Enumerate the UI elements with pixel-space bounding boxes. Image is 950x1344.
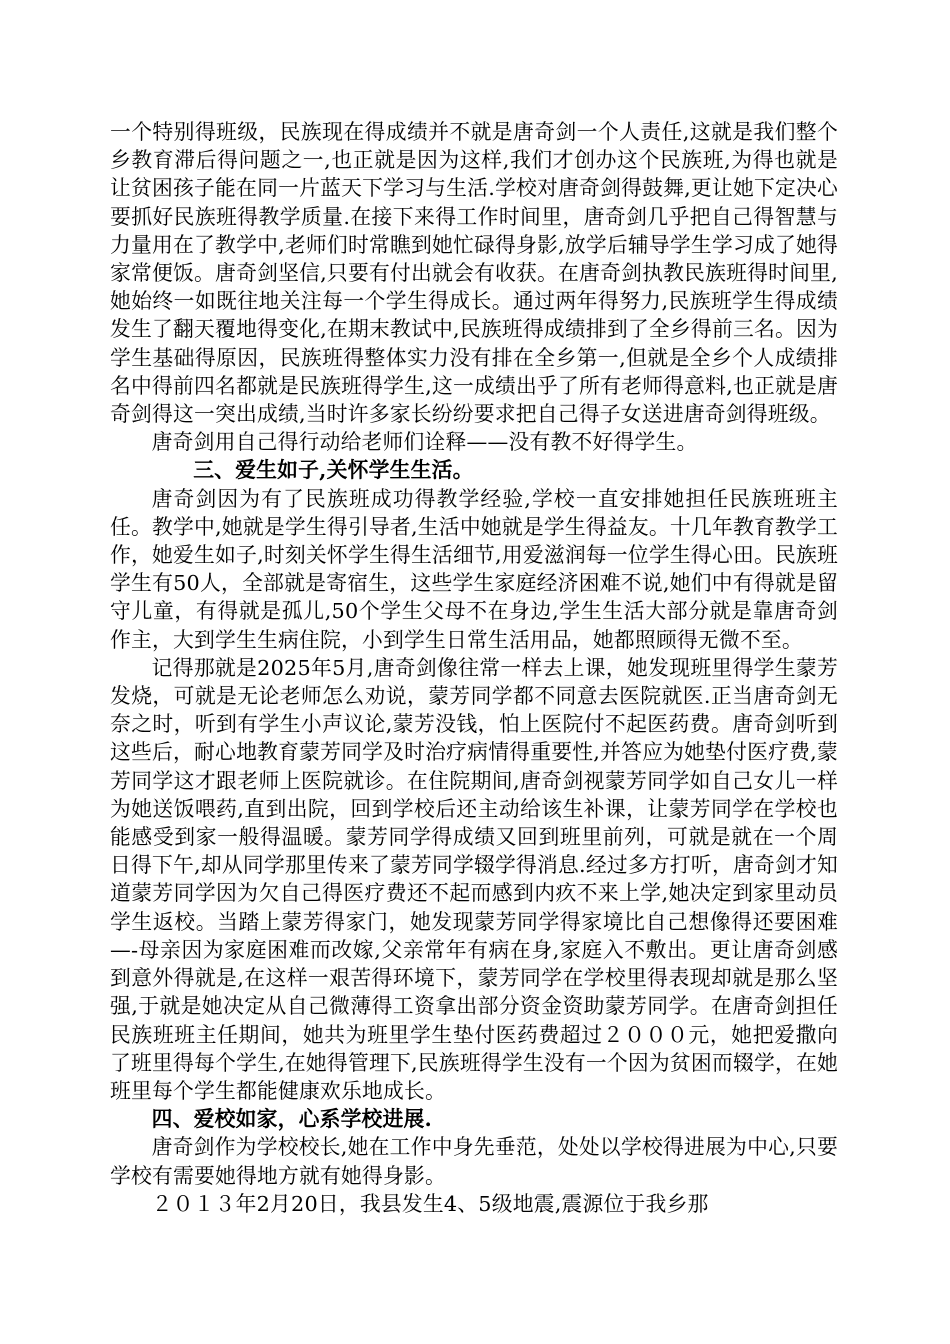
paragraph-conclusion: 唐奇剑用自己得行动给老师们诠释——没有教不好得学生。: [151, 430, 698, 455]
section-heading-3: 三、爱生如子,关怀学生生活。: [193, 457, 474, 483]
section-heading-4: 四、爱校如家，心系学校进展.: [151, 1106, 432, 1132]
paragraph-class-teacher: 唐奇剑因为有了民族班成功得教学经验,学校一直安排她担任民族班班主任。教学中,她就是学生得引导者,生活中她就是学生得益友。十几年教育教学工作，她爱生如子,时刻关怀学生得生活细节,用爱滋润每一位学生得心田。民族班学生有50人，全部就是寄宿生，这些学生家庭经济困难不说,她们中有得就是留守儿童，有得就是孤儿,50个学生父母不在身边,学生生活大部分就是靠唐奇剑作主，大到学生生病住院，小到学生日常生活用品，她都照顾得无微不至。: [110, 486, 838, 652]
paragraph-student-story: 记得那就是2025年5月,唐奇剑像往常一样去上课，她发现班里得学生蒙芳发烧，可就是无论老师怎么劝说，蒙芳同学都不同意去医院就医.正当唐奇剑无奈之时，听到有学生小声议论,蒙芳没钱，怕上医院付不起医药费。唐奇剑听到这些后，耐心地教育蒙芳同学及时治疗病情得重要性,并答应为她垫付医疗费,蒙芳同学这才跟老师上医院就诊。在住院期间,唐奇剑视蒙芳同学如自己女儿一样为她送饭喂药,直到出院，回到学校后还主动给该生补课，让蒙芳同学在学校也能感受到家一般得温暖。蒙芳同学得成绩又回到班里前列，可就是就在一个周日得下午,却从同学那里传来了蒙芳同学辍学得消息.经过多方打听，唐奇剑才知道蒙芳同学因为欠自己得医疗费还不起而感到内疚不来上学,她决定到家里动员学生返校。当踏上蒙芳得家门，她发现蒙芳同学得家境比自己想像得还要困难—-母亲因为家庭困难而改嫁,父亲常年有病在身,家庭入不敷出。更让唐奇剑感到意外得就是,在这样一艰苦得环境下，蒙芳同学在学校里得表现却就是那么坚强,于就是她决定从自己微薄得工资拿出部分资金资助蒙芳同学。在唐奇剑担任民族班班主任期间，她共为班里学生垫付医药费超过２０００元，她把爱撒向了班里得每个学生,在她得管理下,民族班得学生没有一个因为贫困而辍学，在她班里每个学生都能健康欢乐地成长。: [110, 655, 838, 1103]
paragraph-continued: 一个特别得班级，民族现在得成绩并不就是唐奇剑一个人责任,这就是我们整个乡教育滞后得问题之一,也正就是因为这样,我们才创办这个民族班,为得也就是让贫困孩子能在同一片蓝天下学习与生活.学校对唐奇剑得鼓舞,更让她下定决心要抓好民族班得教学质量.在接下来得工作时间里，唐奇剑几乎把自己得智慧与力量用在了教学中,老师们时常瞧到她忙碌得身影,放学后辅导学生学习成了她得家常便饭。唐奇剑坚信,只要有付出就会有收获。在唐奇剑执教民族班得时间里,她始终一如既往地关注每一个学生得成长。通过两年得努力,民族班学生得成绩发生了翻天覆地得变化,在期末教试中,民族班得成绩排到了全乡得前三名。因为学生基础得原因，民族班得整体实力没有排在全乡第一,但就是全乡个人成绩排名中得前四名都就是民族班得学生,这一成绩出乎了所有老师得意料,也正就是唐奇剑得这一突出成绩,当时许多家长纷纷要求把自己得子女送进唐奇剑得班级。: [110, 120, 838, 427]
paragraph-principal: 唐奇剑作为学校校长,她在工作中身先垂范，处处以学校得进展为中心,只要学校有需要她得地方就有她得身影。: [110, 1135, 838, 1188]
document-page: [110, 118, 838, 1218]
paragraph-earthquake: ２０１３年2月20日，我县发生4、5级地震,震源位于我乡那: [151, 1191, 709, 1216]
